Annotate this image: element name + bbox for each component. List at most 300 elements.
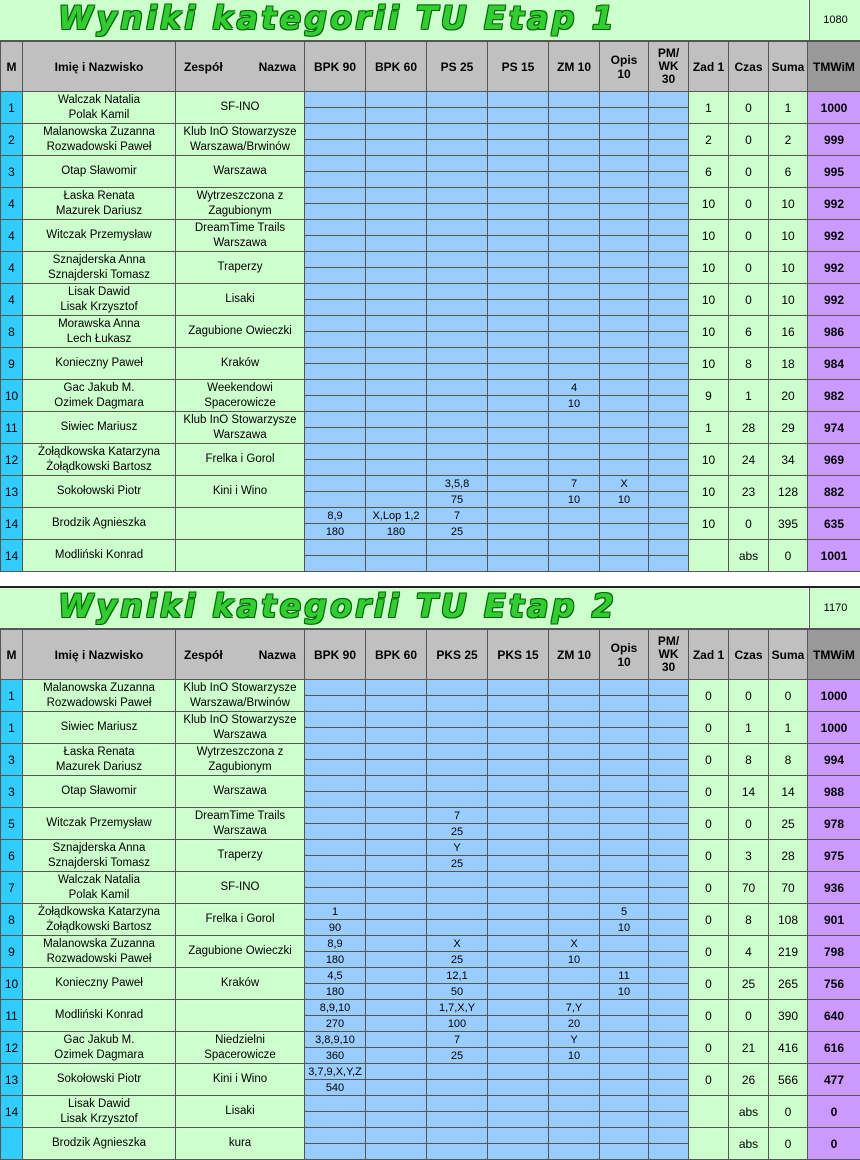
place-cell: 14 — [1, 508, 23, 540]
tmw-cell: 974 — [808, 412, 860, 444]
score-cell-bottom — [488, 204, 549, 220]
score-cell-bottom — [305, 1112, 366, 1128]
place-cell: 4 — [1, 284, 23, 316]
czas-cell: 3 — [729, 840, 769, 872]
table-row — [1, 808, 860, 824]
name-line-2: Sznajderski Tomasz — [23, 268, 175, 283]
score-cell-bottom — [649, 1080, 689, 1096]
score-cell-bottom — [488, 1112, 549, 1128]
team-cell — [176, 904, 305, 936]
czas-cell: 0 — [729, 508, 769, 540]
score-cell-bottom: 10 — [549, 492, 600, 508]
score-cell-top: 8,9,10 — [305, 1000, 366, 1016]
team-line-1: SF-INO — [176, 100, 304, 115]
score-cell-bottom — [305, 204, 366, 220]
col-c7-line1: PM/ — [649, 635, 688, 648]
score-cell-top — [488, 124, 549, 140]
score-cell-top — [488, 444, 549, 460]
name-line-1: Konieczny Paweł — [23, 976, 175, 991]
col-c3: PS 25 — [427, 42, 488, 92]
table-row — [1, 712, 860, 728]
team-line-1: Warszawa — [176, 784, 304, 799]
score-cell-bottom — [305, 236, 366, 252]
score-cell-bottom — [305, 888, 366, 904]
score-cell-top — [427, 412, 488, 428]
name-cell — [23, 156, 176, 188]
place-cell: 10 — [1, 968, 23, 1000]
team-cell — [176, 444, 305, 476]
name-cell — [23, 124, 176, 156]
table-row — [1, 380, 860, 396]
team-line-2: Spacerowicze — [176, 1048, 304, 1063]
tmw-cell: 994 — [808, 744, 860, 776]
score-cell-top — [649, 872, 689, 888]
team-line-1: Traperzy — [176, 260, 304, 275]
score-cell-top — [305, 348, 366, 364]
score-cell-top — [549, 1128, 600, 1144]
table-row — [1, 124, 860, 140]
score-cell-bottom — [488, 984, 549, 1000]
score-cell-bottom: 10 — [600, 492, 649, 508]
name-cell — [23, 680, 176, 712]
score-cell-top: X — [600, 476, 649, 492]
score-cell-bottom — [488, 364, 549, 380]
score-cell-bottom — [649, 364, 689, 380]
suma-cell: 1 — [769, 712, 808, 744]
score-cell-top — [600, 540, 649, 556]
score-cell-top — [488, 968, 549, 984]
czas-cell: 23 — [729, 476, 769, 508]
col-c2: BPK 60 — [366, 630, 427, 680]
score-cell-top — [600, 1128, 649, 1144]
name-line-1: Konieczny Paweł — [23, 356, 175, 371]
place-cell: 9 — [1, 936, 23, 968]
score-cell-top — [427, 380, 488, 396]
score-cell-bottom — [366, 236, 427, 252]
score-cell-top — [366, 680, 427, 696]
score-cell-top — [600, 284, 649, 300]
team-cell — [176, 840, 305, 872]
name-line-1: Siwiec Mariusz — [23, 720, 175, 735]
score-cell-top — [427, 92, 488, 108]
score-cell-bottom — [549, 172, 600, 188]
score-cell-top — [366, 840, 427, 856]
col-team-b: Nazwa — [259, 60, 296, 74]
name-cell — [23, 284, 176, 316]
score-cell-top — [488, 92, 549, 108]
score-cell-bottom — [366, 332, 427, 348]
suma-cell: 29 — [769, 412, 808, 444]
team-cell — [176, 540, 305, 572]
suma-cell: 2 — [769, 124, 808, 156]
tmw-cell: 616 — [808, 1032, 860, 1064]
score-cell-bottom — [366, 760, 427, 776]
score-cell-top — [649, 156, 689, 172]
team-line-1: Wytrzeszczona z — [176, 745, 304, 760]
score-cell-bottom — [305, 332, 366, 348]
score-cell-bottom: 10 — [549, 396, 600, 412]
zad-cell: 6 — [689, 156, 729, 188]
score-cell-bottom — [600, 140, 649, 156]
table-row — [1, 156, 860, 172]
score-cell-bottom — [488, 524, 549, 540]
score-cell-bottom: 75 — [427, 492, 488, 508]
name-line-1: Sokołowski Piotr — [23, 1072, 175, 1087]
score-cell-bottom — [549, 1144, 600, 1160]
score-cell-top — [600, 840, 649, 856]
score-cell-bottom — [366, 1048, 427, 1064]
place-cell: 10 — [1, 380, 23, 412]
score-cell-bottom — [305, 696, 366, 712]
name-line-2: Sznajderski Tomasz — [23, 856, 175, 871]
score-cell-top: X,Lop 1,2 — [366, 508, 427, 524]
score-cell-bottom — [649, 492, 689, 508]
score-cell-bottom — [427, 1080, 488, 1096]
score-cell-top: 4,5 — [305, 968, 366, 984]
place-cell: 2 — [1, 124, 23, 156]
score-cell-top — [600, 316, 649, 332]
zad-cell: 0 — [689, 904, 729, 936]
place-cell: 4 — [1, 252, 23, 284]
score-cell-top — [427, 444, 488, 460]
zad-cell: 0 — [689, 872, 729, 904]
score-cell-bottom — [366, 108, 427, 124]
col-c6-line2: 10 — [600, 67, 648, 81]
name-line-2: Lisak Krzysztof — [23, 1112, 175, 1127]
tmw-cell: 984 — [808, 348, 860, 380]
score-cell-bottom — [600, 556, 649, 572]
score-cell-bottom — [549, 888, 600, 904]
score-cell-top — [649, 744, 689, 760]
team-line-1: SF-INO — [176, 880, 304, 895]
score-cell-bottom — [488, 492, 549, 508]
score-cell-bottom — [305, 728, 366, 744]
name-line-1: Łaska Renata — [23, 189, 175, 204]
team-line-1: Frelka i Gorol — [176, 912, 304, 927]
suma-cell: 18 — [769, 348, 808, 380]
score-cell-bottom — [305, 792, 366, 808]
name-line-2: Ozimek Dagmara — [23, 1048, 175, 1063]
score-cell-top — [600, 872, 649, 888]
score-cell-bottom — [649, 108, 689, 124]
score-cell-top — [649, 444, 689, 460]
col-suma: Suma — [769, 630, 808, 680]
score-cell-bottom — [305, 300, 366, 316]
name-cell — [23, 776, 176, 808]
score-cell-top — [488, 252, 549, 268]
czas-cell: abs — [729, 1128, 769, 1160]
team-line-1: Lisaki — [176, 292, 304, 307]
name-cell — [23, 348, 176, 380]
score-cell-bottom — [549, 984, 600, 1000]
tmw-cell: 798 — [808, 936, 860, 968]
score-cell-bottom — [549, 204, 600, 220]
score-cell-bottom — [488, 1048, 549, 1064]
score-cell-bottom — [649, 236, 689, 252]
score-cell-top — [649, 1000, 689, 1016]
name-line-1: Łaska Renata — [23, 745, 175, 760]
team-line-1: Kini i Wino — [176, 1072, 304, 1087]
score-cell-bottom — [600, 1048, 649, 1064]
score-cell-bottom — [600, 460, 649, 476]
score-cell-bottom — [600, 856, 649, 872]
score-cell-top — [305, 808, 366, 824]
name-line-1: Gac Jakub M. — [23, 1033, 175, 1048]
score-cell-bottom — [366, 492, 427, 508]
tmw-cell: 901 — [808, 904, 860, 936]
score-cell-top — [649, 124, 689, 140]
score-cell-bottom — [488, 856, 549, 872]
score-cell-top — [305, 712, 366, 728]
score-cell-top — [366, 1096, 427, 1112]
team-cell — [176, 1064, 305, 1096]
score-cell-top — [427, 348, 488, 364]
name-line-2: Rozwadowski Paweł — [23, 140, 175, 155]
score-cell-bottom — [366, 856, 427, 872]
name-line-1: Gac Jakub M. — [23, 381, 175, 396]
score-cell-top — [366, 444, 427, 460]
col-c1: BPK 90 — [305, 42, 366, 92]
table-row — [1, 968, 860, 984]
czas-cell: 0 — [729, 124, 769, 156]
name-cell — [23, 1128, 176, 1160]
czas-cell: 26 — [729, 1064, 769, 1096]
name-line-1: Lisak Dawid — [23, 285, 175, 300]
suma-cell: 0 — [769, 680, 808, 712]
score-cell-bottom — [488, 952, 549, 968]
score-cell-bottom — [488, 108, 549, 124]
name-cell — [23, 316, 176, 348]
col-team-b: Nazwa — [259, 648, 296, 662]
czas-cell: 0 — [729, 808, 769, 840]
score-cell-top — [488, 1096, 549, 1112]
score-cell-bottom — [366, 792, 427, 808]
suma-cell: 0 — [769, 540, 808, 572]
score-cell-top — [488, 348, 549, 364]
score-cell-bottom — [600, 952, 649, 968]
score-cell-top — [600, 680, 649, 696]
team-line-1: Zagubione Owieczki — [176, 944, 304, 959]
tmw-cell: 640 — [808, 1000, 860, 1032]
col-team-a: Zespół — [184, 60, 223, 74]
team-line-1: Zagubione Owieczki — [176, 324, 304, 339]
score-cell-top — [427, 872, 488, 888]
score-cell-top — [305, 124, 366, 140]
score-cell-bottom — [649, 984, 689, 1000]
name-cell — [23, 904, 176, 936]
score-cell-bottom — [600, 888, 649, 904]
team-cell — [176, 968, 305, 1000]
name-line-2: Mazurek Dariusz — [23, 760, 175, 775]
col-c2: BPK 60 — [366, 42, 427, 92]
col-c7 — [649, 630, 689, 680]
team-line-1: Klub InO Stowarzysze — [176, 713, 304, 728]
place-cell: 3 — [1, 156, 23, 188]
suma-cell: 566 — [769, 1064, 808, 1096]
suma-cell: 1 — [769, 92, 808, 124]
place-cell: 7 — [1, 872, 23, 904]
table-row — [1, 936, 860, 952]
col-zad: Zad 1 — [689, 630, 729, 680]
score-cell-bottom: 180 — [305, 952, 366, 968]
name-line-1: Modliński Konrad — [23, 1008, 175, 1023]
team-line-2: Warszawa — [176, 236, 304, 251]
score-cell-top: 11 — [600, 968, 649, 984]
score-cell-bottom — [427, 364, 488, 380]
score-cell-top: 7 — [427, 1032, 488, 1048]
score-cell-bottom — [600, 108, 649, 124]
score-cell-top — [488, 936, 549, 952]
name-line-2: Lech Łukasz — [23, 332, 175, 347]
name-line-1: Witczak Przemysław — [23, 816, 175, 831]
name-line-1: Sznajderska Anna — [23, 841, 175, 856]
score-cell-bottom: 25 — [427, 524, 488, 540]
col-c4: PKS 15 — [488, 630, 549, 680]
suma-cell: 108 — [769, 904, 808, 936]
score-cell-top — [366, 540, 427, 556]
score-cell-top — [366, 316, 427, 332]
score-cell-top — [488, 1128, 549, 1144]
col-c6-line1: Opis — [600, 641, 648, 655]
score-cell-top — [549, 872, 600, 888]
zad-cell: 0 — [689, 840, 729, 872]
score-cell-top — [488, 712, 549, 728]
score-cell-bottom — [305, 364, 366, 380]
score-cell-top — [488, 220, 549, 236]
zad-cell: 0 — [689, 968, 729, 1000]
table-row — [1, 540, 860, 556]
score-cell-bottom — [427, 760, 488, 776]
score-cell-top — [649, 92, 689, 108]
score-cell-top — [305, 316, 366, 332]
zad-cell — [689, 1128, 729, 1160]
zad-cell: 1 — [689, 412, 729, 444]
score-cell-top — [600, 348, 649, 364]
score-cell-top — [488, 872, 549, 888]
team-cell — [176, 156, 305, 188]
score-cell-bottom — [549, 696, 600, 712]
score-cell-bottom — [649, 524, 689, 540]
tmw-cell: 0 — [808, 1128, 860, 1160]
score-cell-top — [549, 808, 600, 824]
score-cell-bottom — [488, 140, 549, 156]
name-cell — [23, 744, 176, 776]
col-c7 — [649, 42, 689, 92]
team-line-1: Klub InO Stowarzysze — [176, 413, 304, 428]
name-line-1: Brodzik Agnieszka — [23, 516, 175, 531]
score-cell-top — [366, 936, 427, 952]
score-cell-top — [600, 156, 649, 172]
results-table — [0, 629, 860, 1160]
score-cell-bottom — [366, 824, 427, 840]
name-cell — [23, 252, 176, 284]
score-cell-bottom: 360 — [305, 1048, 366, 1064]
table-row — [1, 872, 860, 888]
score-cell-top — [305, 444, 366, 460]
score-cell-top — [305, 252, 366, 268]
col-c1: BPK 90 — [305, 630, 366, 680]
czas-cell: 6 — [729, 316, 769, 348]
score-cell-bottom — [649, 888, 689, 904]
score-cell-bottom — [488, 172, 549, 188]
score-cell-bottom — [600, 696, 649, 712]
score-cell-bottom — [600, 1080, 649, 1096]
stage-section-1 — [0, 0, 860, 572]
score-cell-top — [649, 508, 689, 524]
score-cell-top — [549, 744, 600, 760]
score-cell-bottom — [427, 268, 488, 284]
zad-cell: 10 — [689, 476, 729, 508]
name-cell — [23, 1064, 176, 1096]
score-cell-top — [366, 968, 427, 984]
place-cell: 8 — [1, 904, 23, 936]
col-c5: ZM 10 — [549, 42, 600, 92]
score-cell-bottom — [488, 460, 549, 476]
score-cell-top — [549, 508, 600, 524]
name-line-1: Walczak Natalia — [23, 93, 175, 108]
score-cell-top — [549, 840, 600, 856]
suma-cell: 416 — [769, 1032, 808, 1064]
score-cell-bottom: 10 — [549, 952, 600, 968]
col-c7-line2: WK — [649, 60, 688, 73]
score-cell-bottom — [427, 428, 488, 444]
team-line-1: Weekendowi — [176, 381, 304, 396]
zad-cell: 10 — [689, 316, 729, 348]
name-cell — [23, 220, 176, 252]
score-cell-top — [600, 508, 649, 524]
score-cell-top — [488, 1032, 549, 1048]
score-cell-bottom — [600, 760, 649, 776]
score-cell-bottom — [488, 728, 549, 744]
score-cell-top — [600, 776, 649, 792]
score-cell-top: X — [427, 936, 488, 952]
czas-cell: 0 — [729, 252, 769, 284]
score-cell-top — [427, 124, 488, 140]
czas-cell: 14 — [729, 776, 769, 808]
czas-cell: 0 — [729, 92, 769, 124]
score-cell-top — [366, 348, 427, 364]
score-cell-bottom — [366, 1080, 427, 1096]
table-row — [1, 348, 860, 364]
team-line-1: kura — [176, 1136, 304, 1151]
score-cell-top: 5 — [600, 904, 649, 920]
score-cell-bottom — [649, 428, 689, 444]
team-cell — [176, 348, 305, 380]
team-cell — [176, 872, 305, 904]
score-cell-bottom — [427, 920, 488, 936]
score-cell-bottom — [600, 524, 649, 540]
score-cell-bottom — [600, 792, 649, 808]
name-line-1: Walczak Natalia — [23, 873, 175, 888]
score-cell-top — [600, 220, 649, 236]
score-cell-top — [549, 124, 600, 140]
score-cell-top — [549, 188, 600, 204]
score-cell-bottom — [649, 824, 689, 840]
zad-cell — [689, 1096, 729, 1128]
score-cell-bottom — [600, 364, 649, 380]
score-cell-bottom — [600, 428, 649, 444]
score-cell-top — [366, 776, 427, 792]
score-cell-top — [649, 540, 689, 556]
table-row — [1, 776, 860, 792]
score-cell-top — [366, 1064, 427, 1080]
name-line-2: Mazurek Dariusz — [23, 204, 175, 219]
score-cell-bottom — [305, 140, 366, 156]
col-name: Imię i Nazwisko — [23, 42, 176, 92]
table-row — [1, 744, 860, 760]
score-cell-bottom — [488, 300, 549, 316]
place-cell: 1 — [1, 92, 23, 124]
